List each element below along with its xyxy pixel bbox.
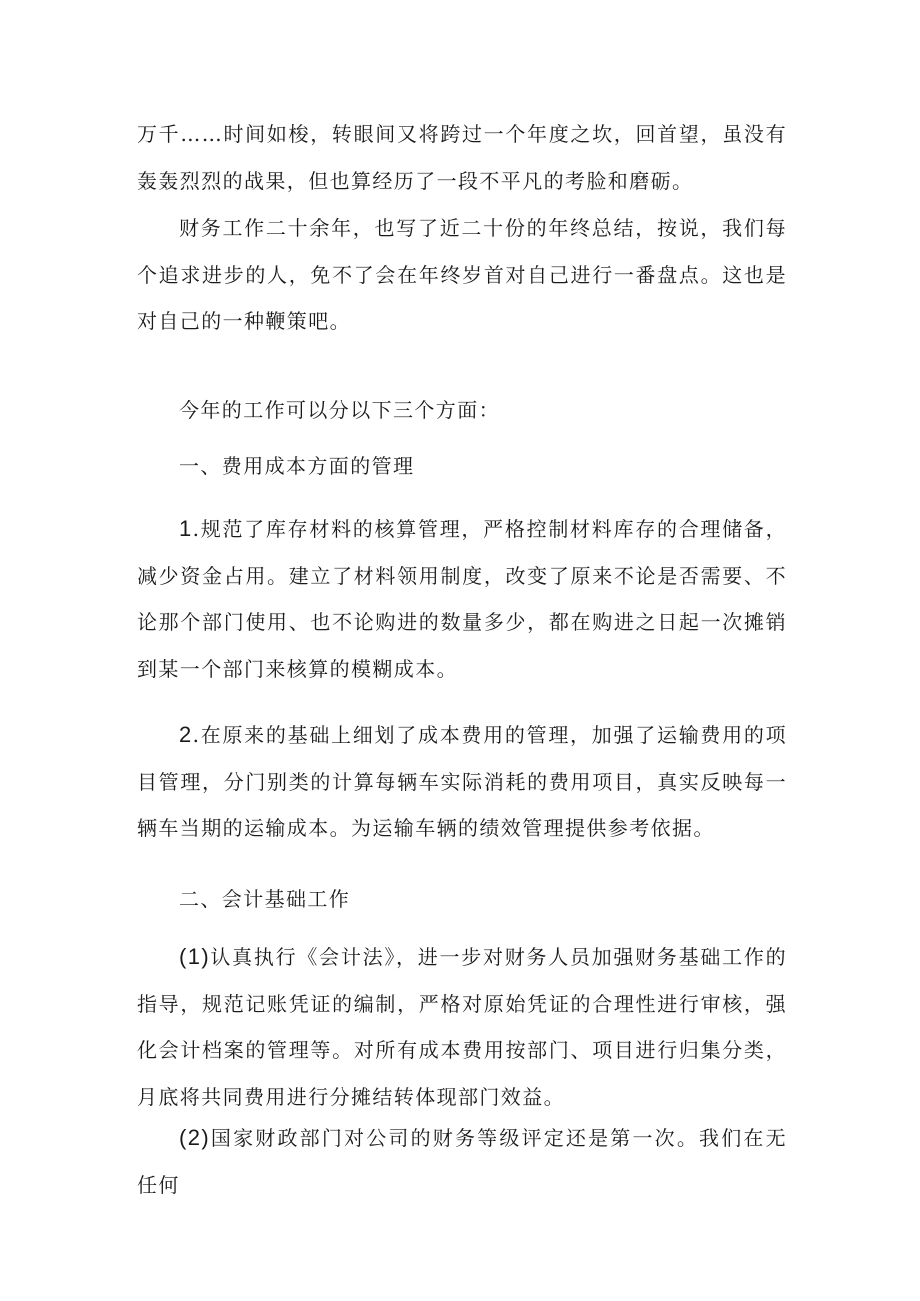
section-heading-1: 一、费用成本方面的管理 [179, 454, 415, 478]
item-1-text: .规范了库存材料的核算管理，严格控制材料库存的合理储备，减少资金占用。建立了材料领用制度，改变了原来不论是否需要、不论那个部门使用、也不论购进的数量多少，都在购进之日起一次摊销到某一个部门来核算的模糊成本。 [137, 517, 787, 681]
paragraph-experience-text: 财务工作二十余年，也写了近二十份的年终总结，按说，我们每个追求进步的人，免不了会在年终岁首对自己进行一番盘点。这也是对自己的一种鞭策吧。 [137, 216, 787, 333]
item-sub-1 [137, 934, 787, 1120]
paragraph-intro-text: 万千……时间如梭，转眼间又将跨过一个年度之坎，回首望，虽没有轰轰烈烈的战果，但也算经历了一段不平凡的考脸和磨砺。 [137, 122, 787, 193]
item-sub-1-number: (1) [179, 944, 211, 969]
item-2-text: .在原来的基础上细划了成本费用的管理，加强了运输费用的项目管理，分门别类的计算每辆车实际消耗的费用项目，真实反映每一辆车当期的运输成本。为运输车辆的绩效管理提供参考依据。 [137, 723, 787, 840]
item-sub-1-text: 认真执行《会计法》，进一步对财务人员加强财务基础工作的指导，规范记账凭证的编制，严格对原始凭证的合理性进行审核，强化会计档案的管理等。对所有成本费用按部门、项目进行归集分类，月底将共同费用进行分摊结转体现部门效益。 [137, 945, 787, 1109]
item-sub-2-number: (2) [179, 1125, 211, 1150]
paragraph-overview [137, 387, 787, 434]
item-2-number: 2 [179, 722, 193, 747]
item-2 [137, 712, 787, 852]
item-1 [137, 506, 787, 692]
paragraph-intro [137, 111, 787, 204]
section-heading-2: 二、会计基础工作 [179, 887, 351, 911]
item-1-number: 1 [179, 516, 193, 541]
item-sub-2 [137, 1115, 787, 1208]
paragraph-overview-text: 今年的工作可以分以下三个方面： [179, 398, 500, 422]
paragraph-experience [137, 205, 787, 345]
item-sub-2-text: 国家财政部门对公司的财务等级评定还是第一次。我们在无任何 [137, 1126, 787, 1197]
